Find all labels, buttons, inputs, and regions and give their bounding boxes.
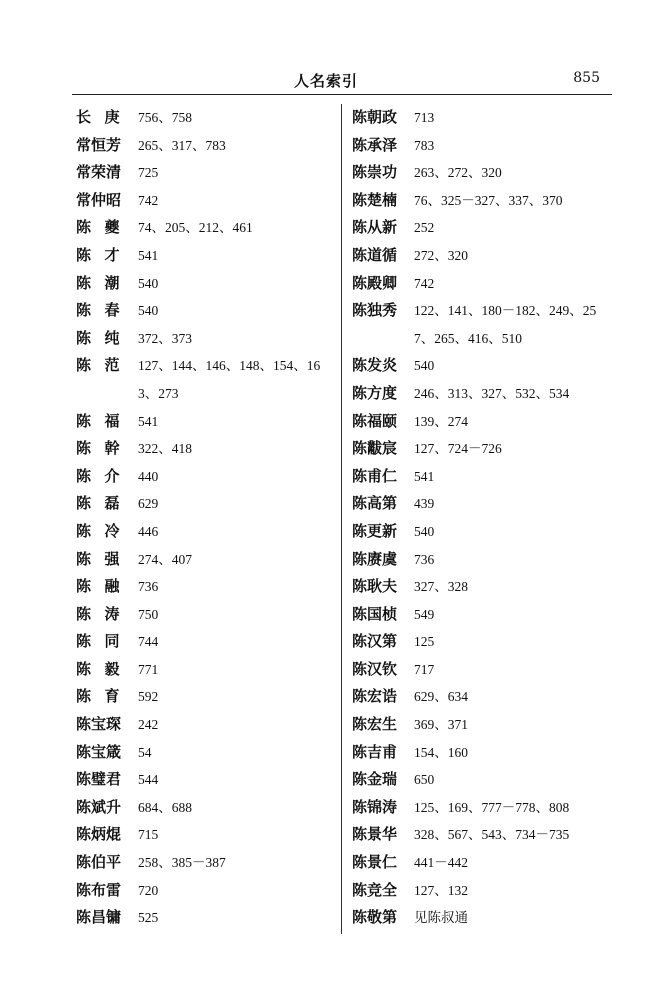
entry-pages: 372、373: [138, 330, 192, 346]
entry-name: 陈斌升: [76, 797, 122, 816]
entry-name: 陈耿夫: [352, 577, 398, 596]
index-entry: [76, 490, 338, 518]
entry-pages: 771: [138, 661, 159, 677]
entry-pages: 439: [414, 496, 435, 512]
entry-name: 陈锦涛: [352, 797, 398, 816]
column-divider: [341, 104, 342, 934]
index-entry: [76, 463, 338, 491]
entry-name: 陈璧君: [76, 770, 122, 789]
entry-name: 陈吉甫: [352, 742, 398, 761]
index-entry: [352, 408, 612, 436]
index-entry: [352, 187, 612, 215]
entry-name: 陈宏诰: [352, 687, 398, 706]
entry-name: 陈景华: [352, 825, 398, 844]
index-entry: [352, 739, 612, 767]
index-entry: [352, 877, 612, 905]
entry-pages: 720: [138, 882, 159, 898]
entry-pages: 541: [138, 413, 159, 429]
entry-name: 陈伯平: [76, 853, 122, 872]
entry-pages: 446: [138, 523, 159, 539]
entry-pages: 258、385－387: [138, 855, 226, 871]
entry-pages: 见陈叔通: [414, 910, 468, 926]
entry-pages: 715: [138, 827, 159, 843]
entry-pages: 540: [138, 275, 159, 291]
index-entry: [352, 435, 612, 463]
entry-pages: 122、141、180－182、249、257、265、416、510: [414, 303, 597, 346]
entry-name: 陈楚楠: [352, 190, 398, 209]
index-entry: [76, 518, 338, 546]
entry-name: 陈昌镛: [76, 908, 122, 927]
entry-name: 陈发炎: [352, 356, 398, 375]
entry-name: 陈汉钦: [352, 659, 398, 678]
index-entry: [352, 766, 612, 794]
index-entry: [352, 132, 612, 160]
entry-name: 陈冷: [76, 521, 134, 540]
index-entry: [352, 683, 612, 711]
page-number: 855: [573, 70, 600, 86]
entry-name: 陈才: [76, 245, 134, 264]
index-entry: [352, 794, 612, 822]
entry-name: 陈纯: [76, 328, 134, 347]
entry-name: 陈甫仁: [352, 466, 398, 485]
entry-pages: 540: [414, 523, 435, 539]
index-entry: [352, 821, 612, 849]
index-entry: [352, 849, 612, 877]
entry-pages: 629、634: [414, 689, 468, 705]
entry-pages: 369、371: [414, 717, 468, 733]
entry-name: 陈敬第: [352, 908, 398, 927]
entry-pages: 154、160: [414, 744, 468, 760]
entry-pages: 322、418: [138, 441, 192, 457]
entry-pages: 125、169、777－778、808: [414, 799, 570, 815]
index-entry: [76, 683, 338, 711]
entry-name: 陈介: [76, 466, 134, 485]
entry-pages: 441－442: [414, 855, 468, 871]
entry-name: 陈育: [76, 687, 134, 706]
index-entry: [76, 187, 338, 215]
entry-name: 陈竞全: [352, 880, 398, 899]
entry-pages: 783: [414, 137, 435, 153]
index-entry: [76, 546, 338, 574]
index-entry: [352, 573, 612, 601]
index-entry: [76, 297, 338, 325]
entry-pages: 252: [414, 220, 435, 236]
entry-name: 陈范: [76, 356, 134, 375]
index-entry: [76, 159, 338, 187]
entry-name: 陈强: [76, 549, 134, 568]
entry-name: 陈涛: [76, 604, 134, 623]
entry-pages: 744: [138, 634, 159, 650]
entry-pages: 440: [138, 468, 159, 484]
index-entry: [352, 546, 612, 574]
entry-pages: 725: [138, 165, 159, 181]
index-entry: [352, 463, 612, 491]
index-entry: [76, 601, 338, 629]
entry-pages: 736: [138, 579, 159, 595]
entry-name: 陈崇功: [352, 163, 398, 182]
index-entry: [352, 628, 612, 656]
entry-pages: 684、688: [138, 799, 192, 815]
index-entry: [76, 325, 338, 353]
entry-name: 陈方度: [352, 383, 398, 402]
index-entry: [76, 849, 338, 877]
entry-pages: 544: [138, 772, 159, 788]
index-entry: [76, 628, 338, 656]
entry-pages: 742: [414, 275, 435, 291]
entry-name: 常仲昭: [76, 190, 122, 209]
right-index-column: [352, 104, 612, 932]
entry-name: 长庚: [76, 108, 134, 126]
index-entry: [352, 711, 612, 739]
index-entry: [352, 270, 612, 298]
entry-pages: 549: [414, 606, 435, 622]
entry-name: 陈赓虞: [352, 549, 398, 568]
entry-name: 陈同: [76, 632, 134, 651]
left-index-column: [76, 104, 338, 932]
entry-pages: 736: [414, 551, 435, 567]
entry-pages: 76、325－327、337、370: [414, 192, 563, 208]
entry-name: 陈从新: [352, 218, 398, 237]
index-entry: [76, 352, 338, 407]
entry-name: 陈道循: [352, 245, 398, 264]
entry-pages: 54: [138, 744, 152, 760]
entry-name: 陈幹: [76, 439, 134, 458]
entry-pages: 272、320: [414, 247, 468, 263]
entry-name: 常荣清: [76, 163, 122, 182]
entry-pages: 127、724－726: [414, 441, 502, 457]
entry-name: 陈融: [76, 577, 134, 596]
index-entry: [352, 380, 612, 408]
entry-pages: 242: [138, 717, 159, 733]
index-entry: [76, 435, 338, 463]
header-rule: [72, 94, 612, 95]
entry-pages: 328、567、543、734－735: [414, 827, 570, 843]
entry-name: 陈宏生: [352, 715, 398, 734]
entry-pages: 742: [138, 192, 159, 208]
entry-pages: 74、205、212、461: [138, 220, 253, 236]
entry-name: 陈汉第: [352, 632, 398, 651]
entry-pages: 125: [414, 634, 435, 650]
entry-pages: 717: [414, 661, 435, 677]
entry-pages: 540: [414, 358, 435, 374]
index-entry: [76, 794, 338, 822]
index-entry: [76, 711, 338, 739]
index-entry: [76, 573, 338, 601]
index-entry: [76, 104, 338, 132]
entry-name: 陈磊: [76, 494, 134, 513]
index-entry: [76, 242, 338, 270]
index-entry: [352, 297, 612, 352]
index-entry: [76, 821, 338, 849]
entry-name: 陈炳焜: [76, 825, 122, 844]
entry-name: 陈更新: [352, 521, 398, 540]
entry-pages: 541: [138, 247, 159, 263]
index-entry: [76, 270, 338, 298]
index-entry: [352, 601, 612, 629]
entry-name: 陈黻宸: [352, 439, 398, 458]
entry-pages: 541: [414, 468, 435, 484]
entry-pages: 592: [138, 689, 159, 705]
entry-name: 陈高第: [352, 494, 398, 513]
entry-name: 陈毅: [76, 659, 134, 678]
entry-name: 陈宝箴: [76, 742, 122, 761]
entry-name: 陈福颐: [352, 411, 398, 430]
index-entry: [352, 214, 612, 242]
entry-name: 陈朝政: [352, 108, 398, 126]
entry-name: 陈宝琛: [76, 715, 122, 734]
entry-pages: 127、144、146、148、154、163、273: [138, 358, 321, 401]
entry-name: 陈景仁: [352, 853, 398, 872]
entry-pages: 246、313、327、532、534: [414, 385, 570, 401]
entry-pages: 525: [138, 910, 159, 926]
entry-name: 陈殿卿: [352, 273, 398, 292]
entry-pages: 274、407: [138, 551, 192, 567]
index-entry: [352, 518, 612, 546]
entry-pages: 263、272、320: [414, 165, 502, 181]
entry-name: 陈承泽: [352, 135, 398, 154]
index-entry: [352, 242, 612, 270]
entry-name: 陈独秀: [352, 301, 398, 320]
index-entry: [76, 877, 338, 905]
entry-pages: 750: [138, 606, 159, 622]
entry-pages: 265、317、783: [138, 137, 226, 153]
entry-name: 陈金瑞: [352, 770, 398, 789]
entry-pages: 629: [138, 496, 159, 512]
entry-pages: 713: [414, 110, 435, 125]
index-entry: [352, 904, 612, 932]
entry-pages: 756、758: [138, 110, 192, 125]
index-entry: [352, 352, 612, 380]
index-entry: [352, 490, 612, 518]
entry-name: 陈春: [76, 301, 134, 320]
index-entry: [76, 656, 338, 684]
entry-name: 常恒芳: [76, 135, 122, 154]
index-entry: [76, 214, 338, 242]
page-header-title: 人名索引: [293, 72, 358, 90]
entry-name: 陈夔: [76, 218, 134, 237]
index-entry: [76, 132, 338, 160]
entry-pages: 540: [138, 303, 159, 319]
entry-pages: 139、274: [414, 413, 468, 429]
entry-pages: 327、328: [414, 579, 468, 595]
entry-pages: 127、132: [414, 882, 468, 898]
index-entry: [76, 408, 338, 436]
index-entry: [352, 104, 612, 132]
index-entry: [352, 159, 612, 187]
entry-name: 陈布雷: [76, 880, 122, 899]
entry-name: 陈国桢: [352, 604, 398, 623]
index-entry: [76, 766, 338, 794]
entry-name: 陈福: [76, 411, 134, 430]
index-entry: [76, 904, 338, 932]
index-entry: [76, 739, 338, 767]
entry-name: 陈潮: [76, 273, 134, 292]
entry-pages: 650: [414, 772, 435, 788]
index-entry: [352, 656, 612, 684]
